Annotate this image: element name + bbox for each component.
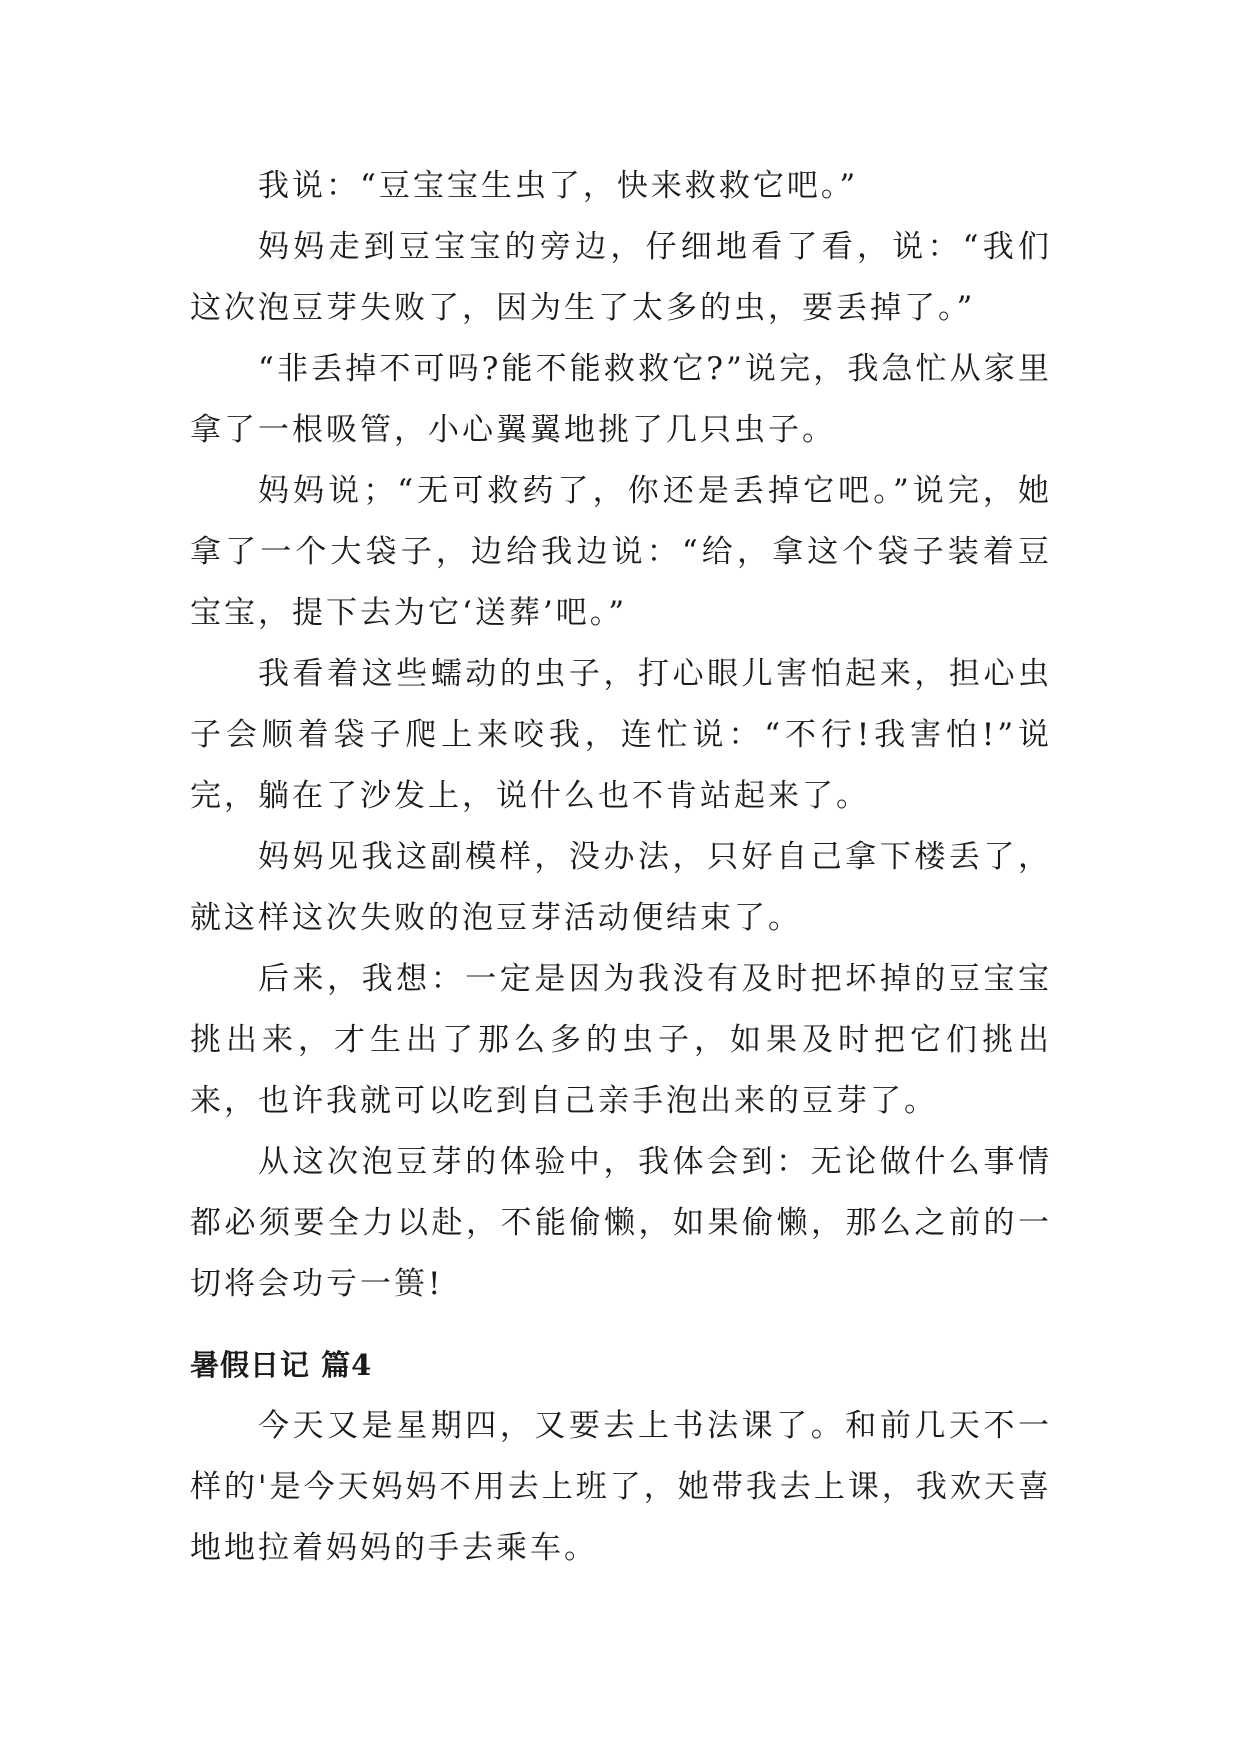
section-heading: 暑假日记 篇4 <box>190 1348 373 1382</box>
document-body <box>190 156 1052 1579</box>
paragraph: 我说：“豆宝宝生虫了，快来救救它吧。” <box>258 168 859 204</box>
paragraph: 我看着这些蠕动的虫子，打心眼儿害怕起来，担心虫子会顺着袋子爬上来咬我，连忙说：“不行!我害怕!”说完，躺在了沙发上，说什么也不肯站起来了。 <box>190 656 1052 814</box>
paragraph: 今天又是星期四，又要去上书法课了。和前几天不一样的'是今天妈妈不用去上班了，她带我去上课，我欢天喜地地拉着妈妈的手去乘车。 <box>190 1408 1052 1566</box>
paragraph: 妈妈见我这副模样，没办法，只好自己拿下楼丢了，就这样这次失败的泡豆芽活动便结束了。 <box>190 839 1052 936</box>
paragraph: 妈妈说；“无可救药了，你还是丢掉它吧。”说完，她拿了一个大袋子，边给我边说：“给，拿这个袋子装着豆宝宝，提下去为它‘送葬’吧。” <box>190 473 1052 631</box>
paragraph: 从这次泡豆芽的体验中，我体会到：无论做什么事情都必须要全力以赴，不能偷懒，如果偷懒，那么之前的一切将会功亏一篑! <box>190 1144 1052 1302</box>
paragraph: 后来，我想：一定是因为我没有及时把坏掉的豆宝宝挑出来，才生出了那么多的虫子，如果及时把它们挑出来，也许我就可以吃到自己亲手泡出来的豆芽了。 <box>190 961 1052 1119</box>
paragraph: “非丢掉不可吗?能不能救救它?”说完，我急忙从家里拿了一根吸管，小心翼翼地挑了几只虫子。 <box>190 351 1052 448</box>
paragraph: 妈妈走到豆宝宝的旁边，仔细地看了看，说：“我们这次泡豆芽失败了，因为生了太多的虫，要丢掉了。” <box>190 229 1052 326</box>
